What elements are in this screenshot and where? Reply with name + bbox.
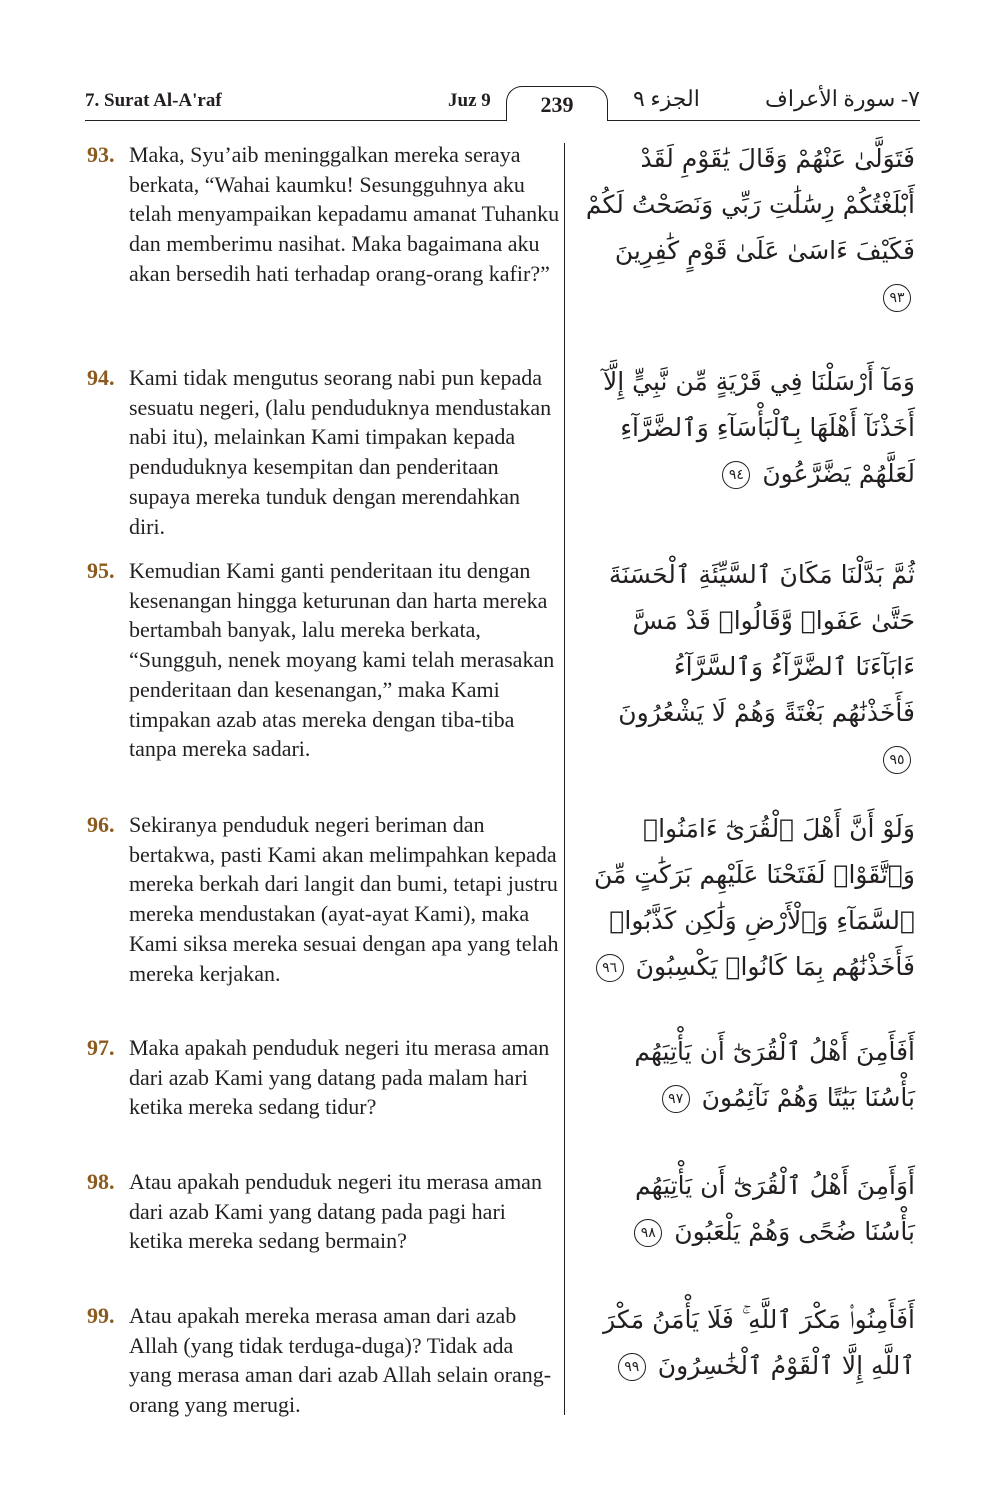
verse-translation: Maka, Syu’aib meninggalkan mereka seraya berkata, “Wahai kaumku! Sesungguhnya aku telah menyampaikan kepadamu amanat Tuhanku dan memberimu nasihat. Maka bagaimana aku akan bersedih hati terhadap orang-orang kafir?” [129,142,560,286]
verse-arabic-text: وَلَوْ أَنَّ أَهْلَ ٱلْقُرَىٰٓ ءَامَنُوا۟ وَٱتَّقَوْا۟ لَفَتَحْنَا عَلَيْهِم بَرَكَٰتٍ مِّنَ ٱلسَّمَآءِ وَٱلْأَرْضِ وَلَٰكِن كَذَّبُوا۟ فَأَخَذْنَٰهُم بِمَا كَانُوا۟ يَكْسِبُونَ [594,814,915,981]
verse-number: 99. [87,1303,115,1328]
verse-number: 95. [87,558,115,583]
verse-arabic-text: أَفَأَمِنُوا۟ مَكْرَ ٱللَّهِ ۚ فَلَا يَأْمَنُ مَكْرَ ٱللَّهِ إِلَّا ٱلْقَوْمُ ٱلْخَٰسِرُونَ [603,1305,915,1380]
verse-translation: Maka apakah penduduk negeri itu merasa aman dari azab Kami yang datang pada malam hari ketika mereka sedang tidur? [129,1035,550,1120]
ayah-end-marker: ٩٩ [618,1353,646,1381]
verse-arabic-text: أَوَأَمِنَ أَهْلُ ٱلْقُرَىٰٓ أَن يَأْتِيَهُم بَأْسُنَا ضُحًى وَهُمْ يَلْعَبُونَ [634,1171,915,1246]
ayah-end-marker: ٩٨ [634,1219,662,1247]
verse-arabic [585,806,915,990]
verse-number: 98. [87,1169,115,1194]
ayah-end-marker: ٩٣ [883,284,911,312]
verse-arabic [585,552,915,782]
verse-arabic-text: أَفَأَمِنَ أَهْلُ ٱلْقُرَىٰٓ أَن يَأْتِيَهُم بَأْسُنَا بَيَٰتًا وَهُمْ نَآئِمُونَ [634,1037,915,1112]
page-number: 239 [506,86,608,121]
verse-number: 97. [87,1035,115,1060]
juz-label-latin: Juz 9 [448,90,491,111]
ayah-end-marker: ٩٧ [662,1085,690,1113]
verse-arabic-text: فَتَوَلَّىٰ عَنْهُمْ وَقَالَ يَٰقَوْمِ لَقَدْ أَبْلَغْتُكُمْ رِسَٰلَٰتِ رَبِّي وَنَصَحْتُ لَكُمْ فَكَيْفَ ءَاسَىٰ عَلَىٰ قَوْمٍ كَٰفِرِينَ [585,144,915,265]
verse-arabic-text: ثُمَّ بَدَّلْنَا مَكَانَ ٱلسَّيِّئَةِ ٱلْحَسَنَةَ حَتَّىٰ عَفَوا۟ وَّقَالُوا۟ قَدْ مَسَّ ءَابَآءَنَا ٱلضَّرَّآءُ وَٱلسَّرَّآءُ فَأَخَذْنَٰهُم بَغْتَةً وَهُمْ لَا يَشْعُرُونَ [608,560,915,727]
verse-arabic-text: وَمَآ أَرْسَلْنَا فِي قَرْيَةٍ مِّن نَّبِيٍّ إِلَّآ أَخَذْنَآ أَهْلَهَا بِٱلْبَأْسَآءِ وَٱلضَّرَّآءِ لَعَلَّهُمْ يَضَّرَّعُونَ [602,367,915,488]
verse-translation: Atau apakah penduduk negeri itu merasa aman dari azab Kami yang datang pada pagi hari ketika mereka sedang bermain? [129,1169,542,1254]
verse-arabic [585,1297,915,1389]
juz-label-arabic: الجزء ٩ [633,86,700,111]
verse-arabic [585,1163,915,1255]
header-rule [85,120,920,121]
verse-translation: Atau apakah mereka merasa aman dari azab Allah (yang tidak terduga-duga)? Tidak ada yang merasa aman dari azab Allah selain orang-orang yang merugi. [129,1303,552,1418]
surah-title-arabic: ٧- سورة الأعراف [765,86,920,111]
ayah-end-marker: ٩٥ [883,746,911,774]
verse-number: 94. [87,365,115,390]
ayah-end-marker: ٩٦ [596,954,624,982]
surah-title-latin: 7. Surat Al-A'raf [85,90,222,111]
verse-arabic [585,136,915,320]
verse-translation: Kemudian Kami ganti penderitaan itu dengan kesenangan hingga keturunan dan harta mereka bertambah banyak, lalu mereka berkata, “Sungguh, nenek moyang kami telah merasakan penderitaan dan kesenangan,” maka Kami timpakan azab atas mereka dengan tiba-tiba tanpa mereka sadari. [129,558,555,762]
verse-arabic [585,1029,915,1121]
verse-number: 93. [87,142,115,167]
verse-translation: Sekiranya penduduk negeri beriman dan bertakwa, pasti Kami akan melimpahkan kepada mereka berkah dari langit dan bumi, tetapi justru mereka mendustakan (ayat-ayat Kami), maka Kami siksa mereka sesuai dengan apa yang telah mereka kerjakan. [129,812,559,986]
verse-arabic [585,359,915,497]
page-header [85,86,920,126]
verse-translation: Kami tidak mengutus seorang nabi pun kepada sesuatu negeri, (lalu penduduknya mendustakan nabi itu), melainkan Kami timpakan kepada penduduknya kesempitan dan penderitaan supaya mereka tunduk dengan merendahkan diri. [129,365,552,539]
ayah-end-marker: ٩٤ [722,461,750,489]
verse-number: 96. [87,812,115,837]
column-divider [564,143,565,1415]
